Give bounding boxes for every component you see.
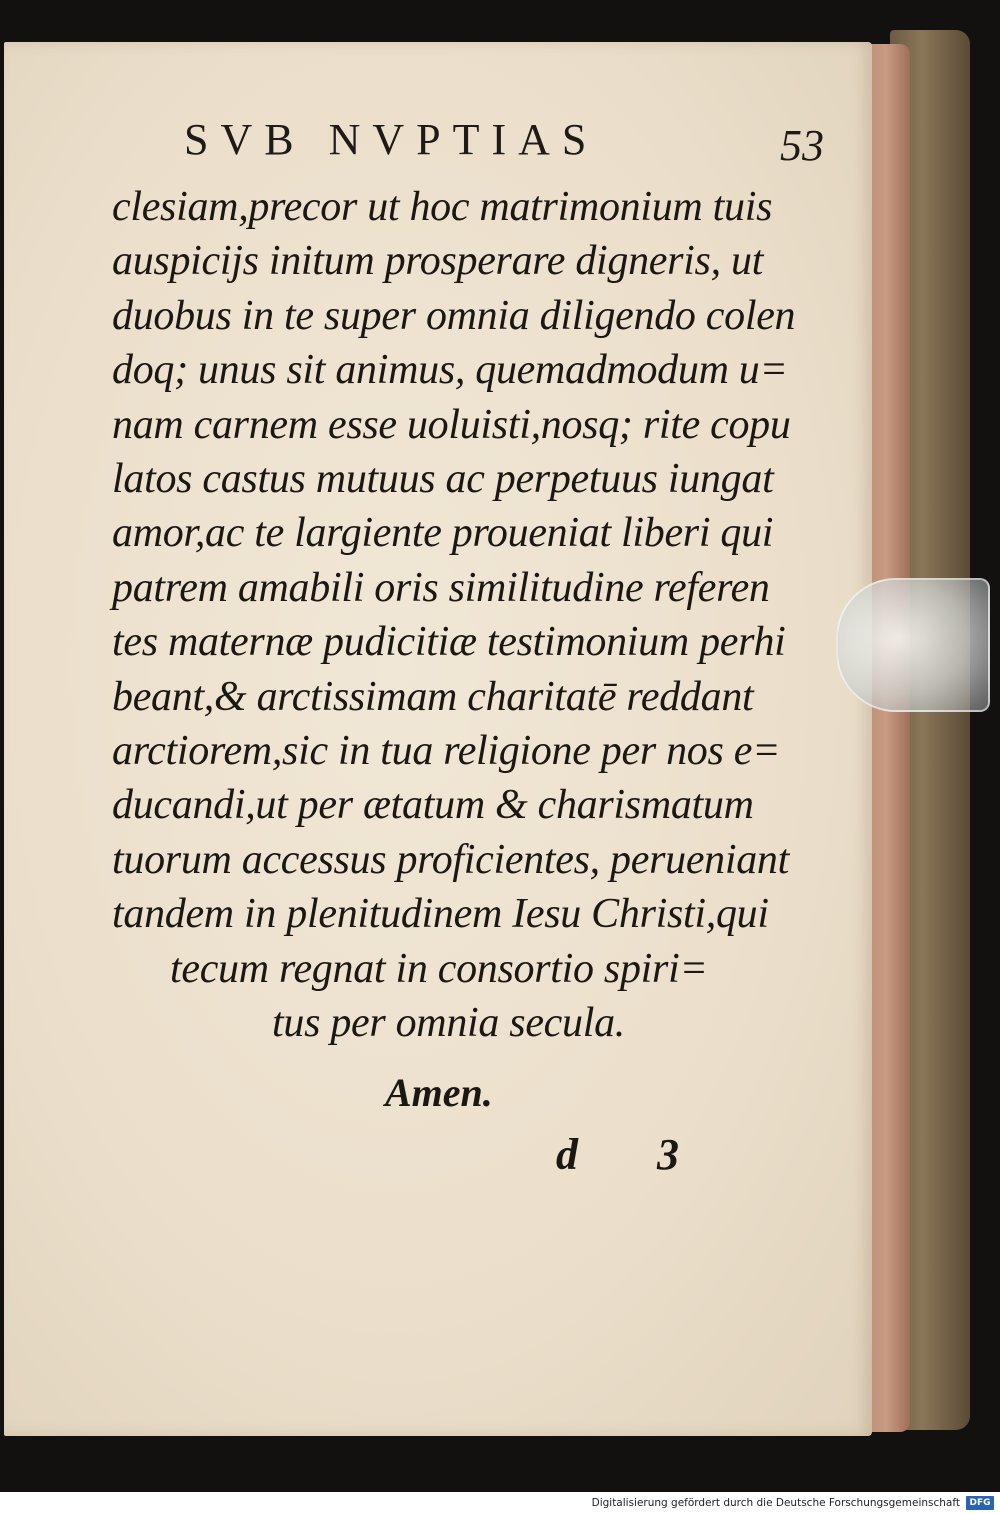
text-line: auspicijs initum prosperare digneris, ut [112, 238, 764, 285]
text-line: arctiorem,sic in tua religione per nos e= [112, 728, 781, 775]
text-line: tecum regnat in consortio spiri= [170, 945, 708, 992]
text-line: tuorum accessus proficientes, perueniant [112, 836, 790, 883]
page-header [184, 112, 824, 172]
text-line: tus per omnia secula. [272, 1000, 625, 1047]
body-text [112, 180, 812, 1051]
text-line: nam carnem esse uoluisti,nosq; rite copu [112, 401, 791, 448]
text-line: latos castus mutuus ac perpetuus iungat [112, 456, 774, 503]
closing-amen: Amen. [385, 1070, 493, 1115]
text-line: patrem amabili oris similitudine referen [112, 564, 770, 611]
running-title: SVB NVPTIAS [184, 115, 599, 164]
footer-bar [0, 1492, 1000, 1514]
text-line: ducandi,ut per ætatum & charismatum [112, 782, 754, 829]
signature-mark: d 3 [556, 1130, 713, 1179]
text-line: amor,ac te largiente proueniat liberi qui [112, 510, 774, 557]
digitization-credit: Digitalisierung gefördert durch die Deutsche Forschungsgemeinschaft [591, 1497, 960, 1509]
page-number: 53 [780, 121, 824, 170]
text-line: tes maternæ pudicitiæ testimonium perhi [112, 619, 786, 666]
text-line: duobus in te super omnia diligendo colen [112, 292, 796, 339]
text-line: beant,& arctissimam charitatē reddant [112, 673, 754, 720]
text-line: clesiam,precor ut hoc matrimonium tuis [112, 184, 773, 230]
page-clip [836, 578, 990, 712]
text-line: tandem in plenitudinem Iesu Christi,qui [112, 891, 769, 938]
dfg-logo: DFG [966, 1496, 994, 1510]
text-line: doq; unus sit animus, quemadmodum u= [112, 347, 788, 394]
